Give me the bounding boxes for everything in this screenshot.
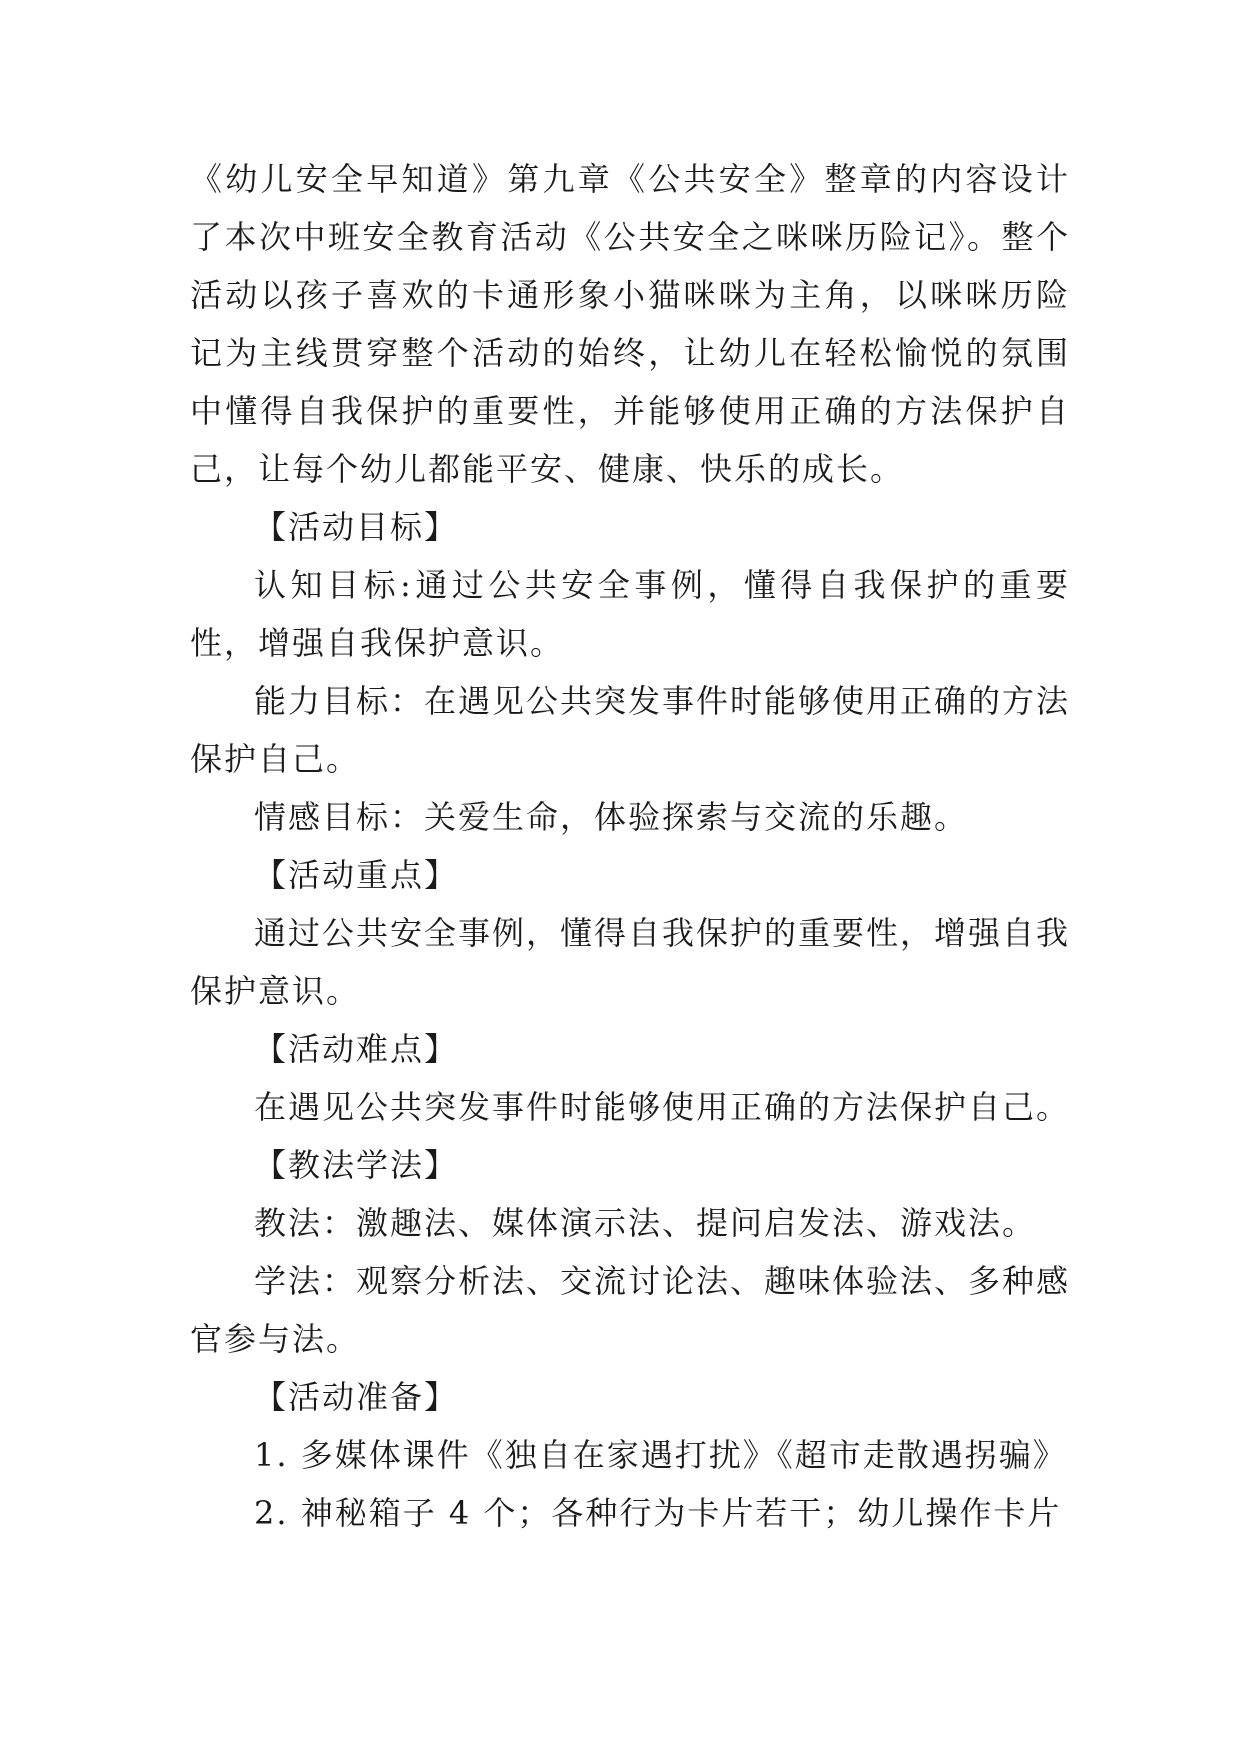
teaching-methods-text: 教法：激趣法、媒体演示法、提问启发法、游戏法。 bbox=[254, 1204, 1037, 1242]
difficulties-text: 在遇见公共突发事件时能够使用正确的方法保护自己。 bbox=[254, 1088, 1071, 1126]
preparation-item-2: 2. 神秘箱子 4 个；各种行为卡片若干；幼儿操作卡片 bbox=[254, 1494, 1062, 1532]
key-points-text: 通过公共安全事例，懂得自我保护的重要性，增强自我保护意识。 bbox=[190, 914, 1071, 1010]
preparation-item-1: 1. 多媒体课件《独自在家遇打扰》《超市走散遇拐骗》 bbox=[254, 1436, 1067, 1474]
section-heading-methods: 【教法学法】 bbox=[254, 1146, 459, 1184]
goal-ability: 能力目标：在遇见公共突发事件时能够使用正确的方法保护自己。 bbox=[190, 682, 1071, 778]
intro-paragraph: 《幼儿安全早知道》第九章《公共安全》整章的内容设计了本次中班安全教育活动《公共安全之咪咪历险记》。整个活动以孩子喜欢的卡通形象小猫咪咪为主角，以咪咪历险记为主线贯穿整个活动的始终，让幼儿在轻松愉悦的氛围中懂得自我保护的重要性，并能够使用正确的方法保护自己，让每个幼儿都能平安、健康、快乐的成长。 bbox=[190, 160, 1070, 488]
section-heading-key-points: 【活动重点】 bbox=[254, 856, 459, 894]
section-heading-preparation: 【活动准备】 bbox=[254, 1378, 459, 1416]
learning-methods-text: 学法：观察分析法、交流讨论法、趣味体验法、多种感官参与法。 bbox=[190, 1262, 1071, 1358]
document-body bbox=[190, 150, 1070, 1542]
goal-cognitive: 认知目标:通过公共安全事例，懂得自我保护的重要性，增强自我保护意识。 bbox=[190, 566, 1070, 662]
section-heading-goals: 【活动目标】 bbox=[254, 508, 459, 546]
section-heading-difficulties: 【活动难点】 bbox=[254, 1030, 459, 1068]
goal-emotion: 情感目标：关爱生命，体验探索与交流的乐趣。 bbox=[254, 798, 969, 836]
